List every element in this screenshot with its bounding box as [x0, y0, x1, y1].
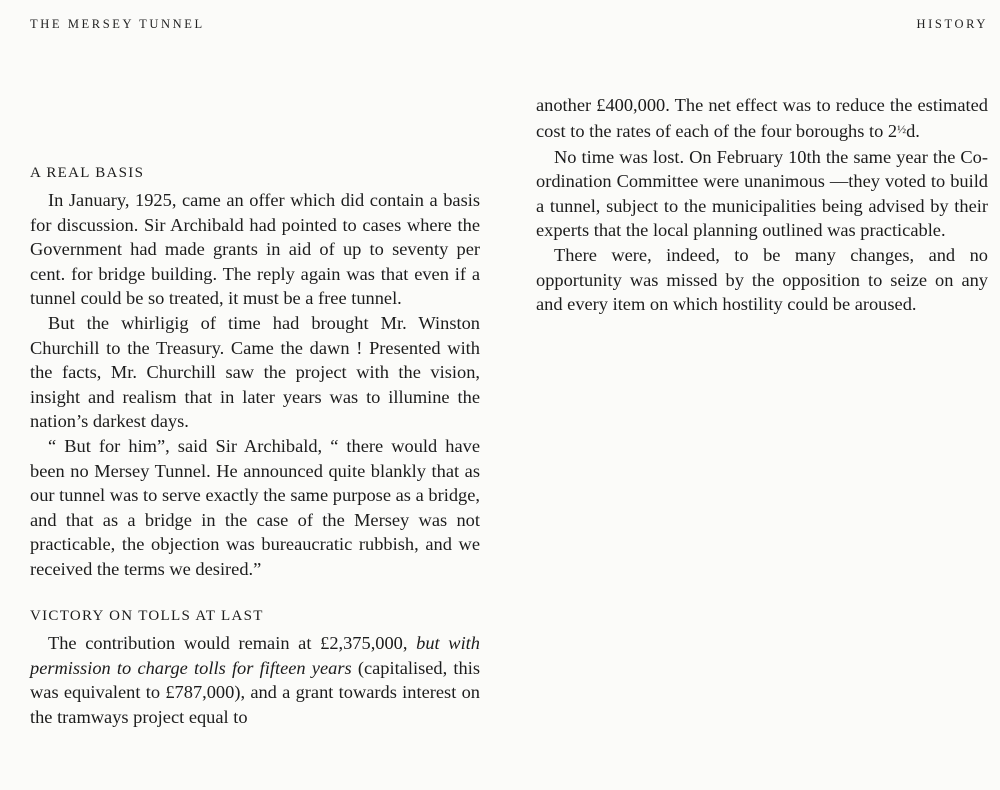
- right-column: [536, 93, 988, 318]
- paragraph-text: (capitalised, this was equivalent to £787,000), and a grant towards interest on the tramways project equal to: [30, 657, 480, 727]
- paragraph: No time was lost. On February 10th the same year the Co-ordination Committee were unanimous —they voted to build a tunnel, subject to the municipalities being advised by their experts that the local planning outlined was practicable.: [536, 146, 988, 241]
- italic-text: but with permission to charge tolls for fifteen years: [30, 633, 480, 678]
- fraction: ½: [897, 122, 907, 137]
- paragraph-text: another £400,000. The net effect was to reduce the estimated cost to the rates of each of the four boroughs to 2: [536, 95, 988, 142]
- section-heading-real-basis: A REAL BASIS: [30, 165, 145, 181]
- paragraph: But the whirligig of time had brought Mr. Winston Churchill to the Treasury. Came the dawn ! Presented with the facts, Mr. Churchill saw the project with the vision, insight and realism that in later years was to illumine the nation’s darkest days.: [30, 313, 480, 432]
- paragraph-quote: “ But for him”, said Sir Archibald, “ there would have been no Mersey Tunnel. He announced quite blankly that as our tunnel was to serve exactly the same purpose as a bridge, and that as a bridge in the case of the Mersey was not practicable, the objection was bureaucratic rubbish, and we received the terms we desired.”: [30, 436, 480, 579]
- paragraph: [30, 631, 480, 729]
- left-column: [30, 161, 480, 730]
- paragraph-text: d.: [906, 121, 920, 142]
- paragraph-continued: [536, 93, 988, 144]
- running-head-left: THE MERSEY TUNNEL: [30, 17, 205, 31]
- section-heading-victory-on-tolls: VICTORY ON TOLLS AT LAST: [30, 607, 264, 624]
- paragraph: There were, indeed, to be many changes, and no opportunity was missed by the opposition to seize on any and every item on which hostility could be aroused.: [536, 245, 988, 315]
- running-head-right: HISTORY: [916, 17, 988, 31]
- paragraph: In January, 1925, came an offer which did contain a basis for discussion. Sir Archibald had pointed to cases where the Government had made grants in aid of up to seventy per cent. for bridge building. The reply again was that even if a tunnel could be so treated, it must be a free tunnel.: [30, 190, 480, 309]
- paragraph-text: The contribution would remain at £2,375,000,: [48, 633, 417, 654]
